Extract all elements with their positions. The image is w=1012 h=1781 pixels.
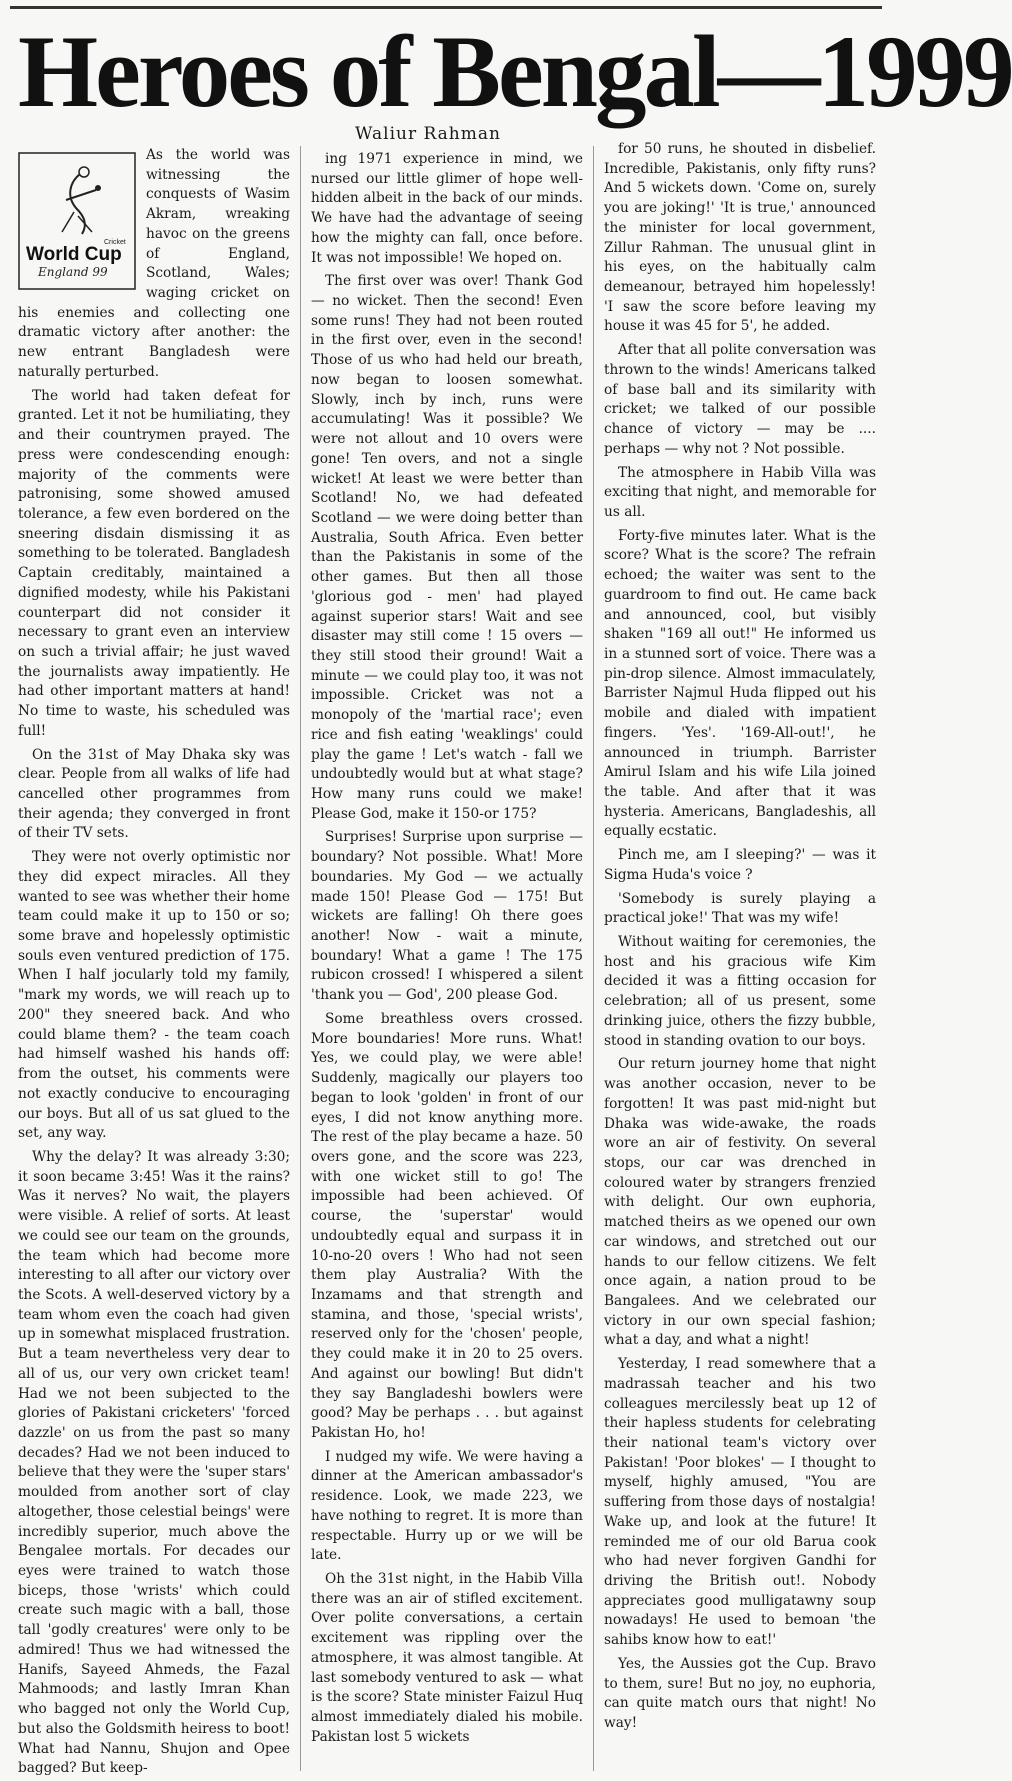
paragraph: Yesterday, I read somewhere that a madrassah teacher and his two colleagues mercilessly beat up 12 of their hapless students for celebrating their national team's victory over Pakistan! 'Poor blokes' — I thought to myself, highly amused, "You are suffering from those days of nostalgia! Wake up, and look at the future! It reminded me of our old Barua cook who had never forgiven Gandhi for driving the British out!. Nobody appreciates good mulligatawny soup nowadays! He used to bemoan 'the sahibs know how to eat!' xyxy=(604,1356,876,1649)
paragraph: for 50 runs, he shouted in disbelief. Incredible, Pakistanis, only fifty runs? And 5 wickets down. 'Come on, surely you are joking!' 'It is true,' announced the minister for local government, Zillur Rahman. The unusual glint in his eyes, on the habitually calm demeanour, betrayed him hopelessly! 'I saw the score before leaving my house it was 45 for 5', he added. xyxy=(604,141,876,335)
world-cup-emblem-icon xyxy=(18,152,136,290)
logo-tagline: Cricket xyxy=(104,239,126,246)
column-divider xyxy=(300,146,301,1771)
headline: Heroes of Bengal—1999 xyxy=(18,15,1012,129)
paragraph: Surprises! Surprise upon surprise — boundary? Not possible. What! More boundaries. My God — we actually made 150! Please God — 175! But wickets are falling! Oh there goes another! Now - wait a minute, boundary! What a game ! The 175 rubicon crossed! I whispered a silent 'thank you — God', 200 please God. xyxy=(311,829,583,1004)
paragraph: The world had taken defeat for granted. Let it not be humiliating, they and their countrymen prayed. The press were condescending enough: majority of the comments were patronising, some showed amused tolerance, a few even bordered on the sneering disdain dismissing it as something to be tolerated. Bangladesh Captain creditably, maintained a dignified modesty, while his Pakistani counterpart did not consider it necessary to grant even an interview on such a trivial affair; he just waved the journalists away impatiently. He had other important matters at hand! No time to waste, his scheduled was full! xyxy=(18,387,290,739)
paragraph: Why the delay? It was already 3:30; it soon became 3:45! Was it the rains? Was it nerves? No wait, the players were visible. A relief of sorts. At least we could see our team on the grounds, the team which had become more interesting to all after our victory over the Scots. A well-deserved victory by a team whom even the coach had given up in somewhat misplaced frustration. But a team nevertheless very dear to all of us, our very own cricket team! Had we not been subjected to the glories of Pakistani cricketers' 'forced dazzle' on us from the past so many decades? Had we not been induced to believe that they were the 'super stars' moulded from another sort of clay altogether, those celestial beings' were incredibly superior, much above the Bengalee mortals. For decades our eyes were trained to watch those biceps, those 'wrists' which could create such magic with a ball, those tall 'godly creatures' were only to be admired! Thus we had witnessed the Hanifs, Sayeed Ahmeds, the Fazal Mahmoods; and lastly Imran Khan who bagged not only the World Cup, but also the Goldsmith heiress to boot! What had Nannu, Shujon and Opee bagged? But keep- xyxy=(18,1148,290,1777)
paragraph: 'Somebody is surely playing a practical joke!' That was my wife! xyxy=(604,890,876,927)
paragraph: Our return journey home that night was another occasion, never to be forgotten! It was past mid-night but Dhaka was wide-awake, the roads wore an air of festivity. On several stops, our car was drenched in coloured water by strangers frenzied with delight. Our own euphoria, matched theirs as we opened our own car windows, and stretched out our hands to our fellow citizens. We felt once again, a nation proud to be Bangalees. And we celebrated our victory in our own special fashion; what a day, and what a night! xyxy=(604,1056,876,1349)
paragraph: The atmosphere in Habib Villa was exciting that night, and memorable for us all. xyxy=(604,464,876,520)
paragraph: On the 31st of May Dhaka sky was clear. People from all walks of life had cancelled other programmes from their agenda; they converged in front of their TV sets. xyxy=(18,746,290,842)
paragraph: I nudged my wife. We were having a dinner at the American ambassador's residence. Look, we made 223, we have nothing to regret. It is more than respectable. Hurry up or we will be late. xyxy=(311,1448,583,1564)
paragraph: Some breathless overs crossed. More boundaries! More runs. What! Yes, we could play, we were able! Suddenly, magically our players too began to look 'golden' in front of our eyes, I did not know anything more. The rest of the play became a haze. 50 overs gone, and the score was 223, with one wicket still to go! The impossible had been achieved. Of course, the 'superstar' would undoubtedly equal and surpass it in 10-no-20 overs ! Who had not seen them play Australia? With the Inzamams and that strength and stamina, and those, 'special wrists', reserved only for the 'chosen' people, they could make it in 20 to 25 overs. And against our bowling! But didn't they say Bangladeshi bowlers were good? May be perhaps . . . but against Pakistan Ho, ho! xyxy=(311,1010,583,1441)
paragraph: After that all polite conversation was thrown to the winds! Americans talked of base ball and its similarity with cricket; we talked of our possible chance of victory — may be .... perhaps — why not ? Not possible. xyxy=(604,342,876,457)
world-cup-logo xyxy=(18,152,136,290)
paragraph: Oh the 31st night, in the Habib Villa there was an air of stifled excitement. Over polite conversations, a certain excitement was rippling over the atmosphere, it was almost tangible. At last somebody ventured to ask — what is the score? State minister Faizul Huq almost immediately dialed his mobile. Pakistan lost 5 wickets xyxy=(311,1571,583,1745)
top-rule xyxy=(10,6,882,9)
paragraph: Forty-five minutes later. What is the score? What is the score? The refrain echoed; the waiter was sent to the guardroom to find out. He came back and announced, cool, but visibly shaken "169 all out!" He informed us in a stunned sort of voice. There was a pin-drop silence. Almost immaculately, Barrister Najmul Huda flipped out his mobile and dialed with impatient fingers. 'Yes'. '169-All-out!', he announced in triumph. Barrister Amirul Islam and his wife Lila joined the table. And after that it was hysteria. Americans, Bangladeshis, all equally ecstatic. xyxy=(604,527,876,840)
paragraph: Without waiting for ceremonies, the host and his gracious wife Kim decided it was a fitting occasion for celebration; all of us present, some drinking juice, others the fizzy bubble, stood in standing ovation to our boys. xyxy=(604,934,876,1049)
column-2 xyxy=(311,150,583,1775)
paragraph: Pinch me, am I sleeping?' — was it Sigma Huda's voice ? xyxy=(604,847,876,883)
paragraph: They were not overly optimistic nor they did expect miracles. All they wanted to see was whether their home team could make it up to 150 or so; some brave and hopelessly optimistic souls even ventured prediction of 175. When I half jocularly told my family, "mark my words, we will reach up to 200" they sneered back. And who could blame them? - the team coach had himself washed his hands off: from the outset, his comments were not exactly conducive to encouraging our boys. But all of us sat glued to the set, any way. xyxy=(18,849,290,1142)
column-3 xyxy=(604,140,876,1775)
paragraph: Yes, the Aussies got the Cup. Bravo to them, sure! But no joy, no euphoria, can quite match ours that night! No way! xyxy=(604,1655,876,1732)
byline: Waliur Rahman xyxy=(355,124,501,144)
logo-title: World Cup xyxy=(26,244,122,265)
column-1 xyxy=(18,146,290,1775)
paragraph: As the world was witnessing the conquests of Wasim Akram, wreaking havoc on the greens of England, Scotland, Wales; waging cricket on his enemies and collecting one dramatic victory after another: the new entrant Bangladesh were naturally perturbed. xyxy=(18,147,290,380)
logo-subtitle: England 99 xyxy=(38,265,108,279)
column-divider xyxy=(593,146,594,1771)
paragraph: The first over was over! Thank God — no wicket. Then the second! Even some runs! They had not been routed in the first over, even in the second! Those of us who had held our breath, now began to loosen somewhat. Slowly, inch by inch, runs were accumulating! Was it possible? We were not allout and 10 overs were gone! Ten overs, and not a single wicket! At least we were better than Scotland! No, we had defeated Scotland — we were doing better than Australia, South Africa. Even better than the Pakistanis in some of the other games. But then all those 'glorious god - men' had played against superior stars! Wait and see disaster may still come ! 15 overs — they still stood their ground! Wait a minute — we could play too, it was not impossible. Cricket was not a monopoly of the 'martial race'; even rice and fish eating 'weaklings' could play the game ! Let's watch - fall we undoubtedly would but at what stage? How many runs could we make! Please God, make it 150-or 175? xyxy=(311,273,583,822)
paragraph: ing 1971 experience in mind, we nursed our little glimer of hope well-hidden albeit in the back of our minds. We have had the advantage of seeing how the mighty can fall, once before. It was not impossible! We hoped on. xyxy=(311,151,583,266)
